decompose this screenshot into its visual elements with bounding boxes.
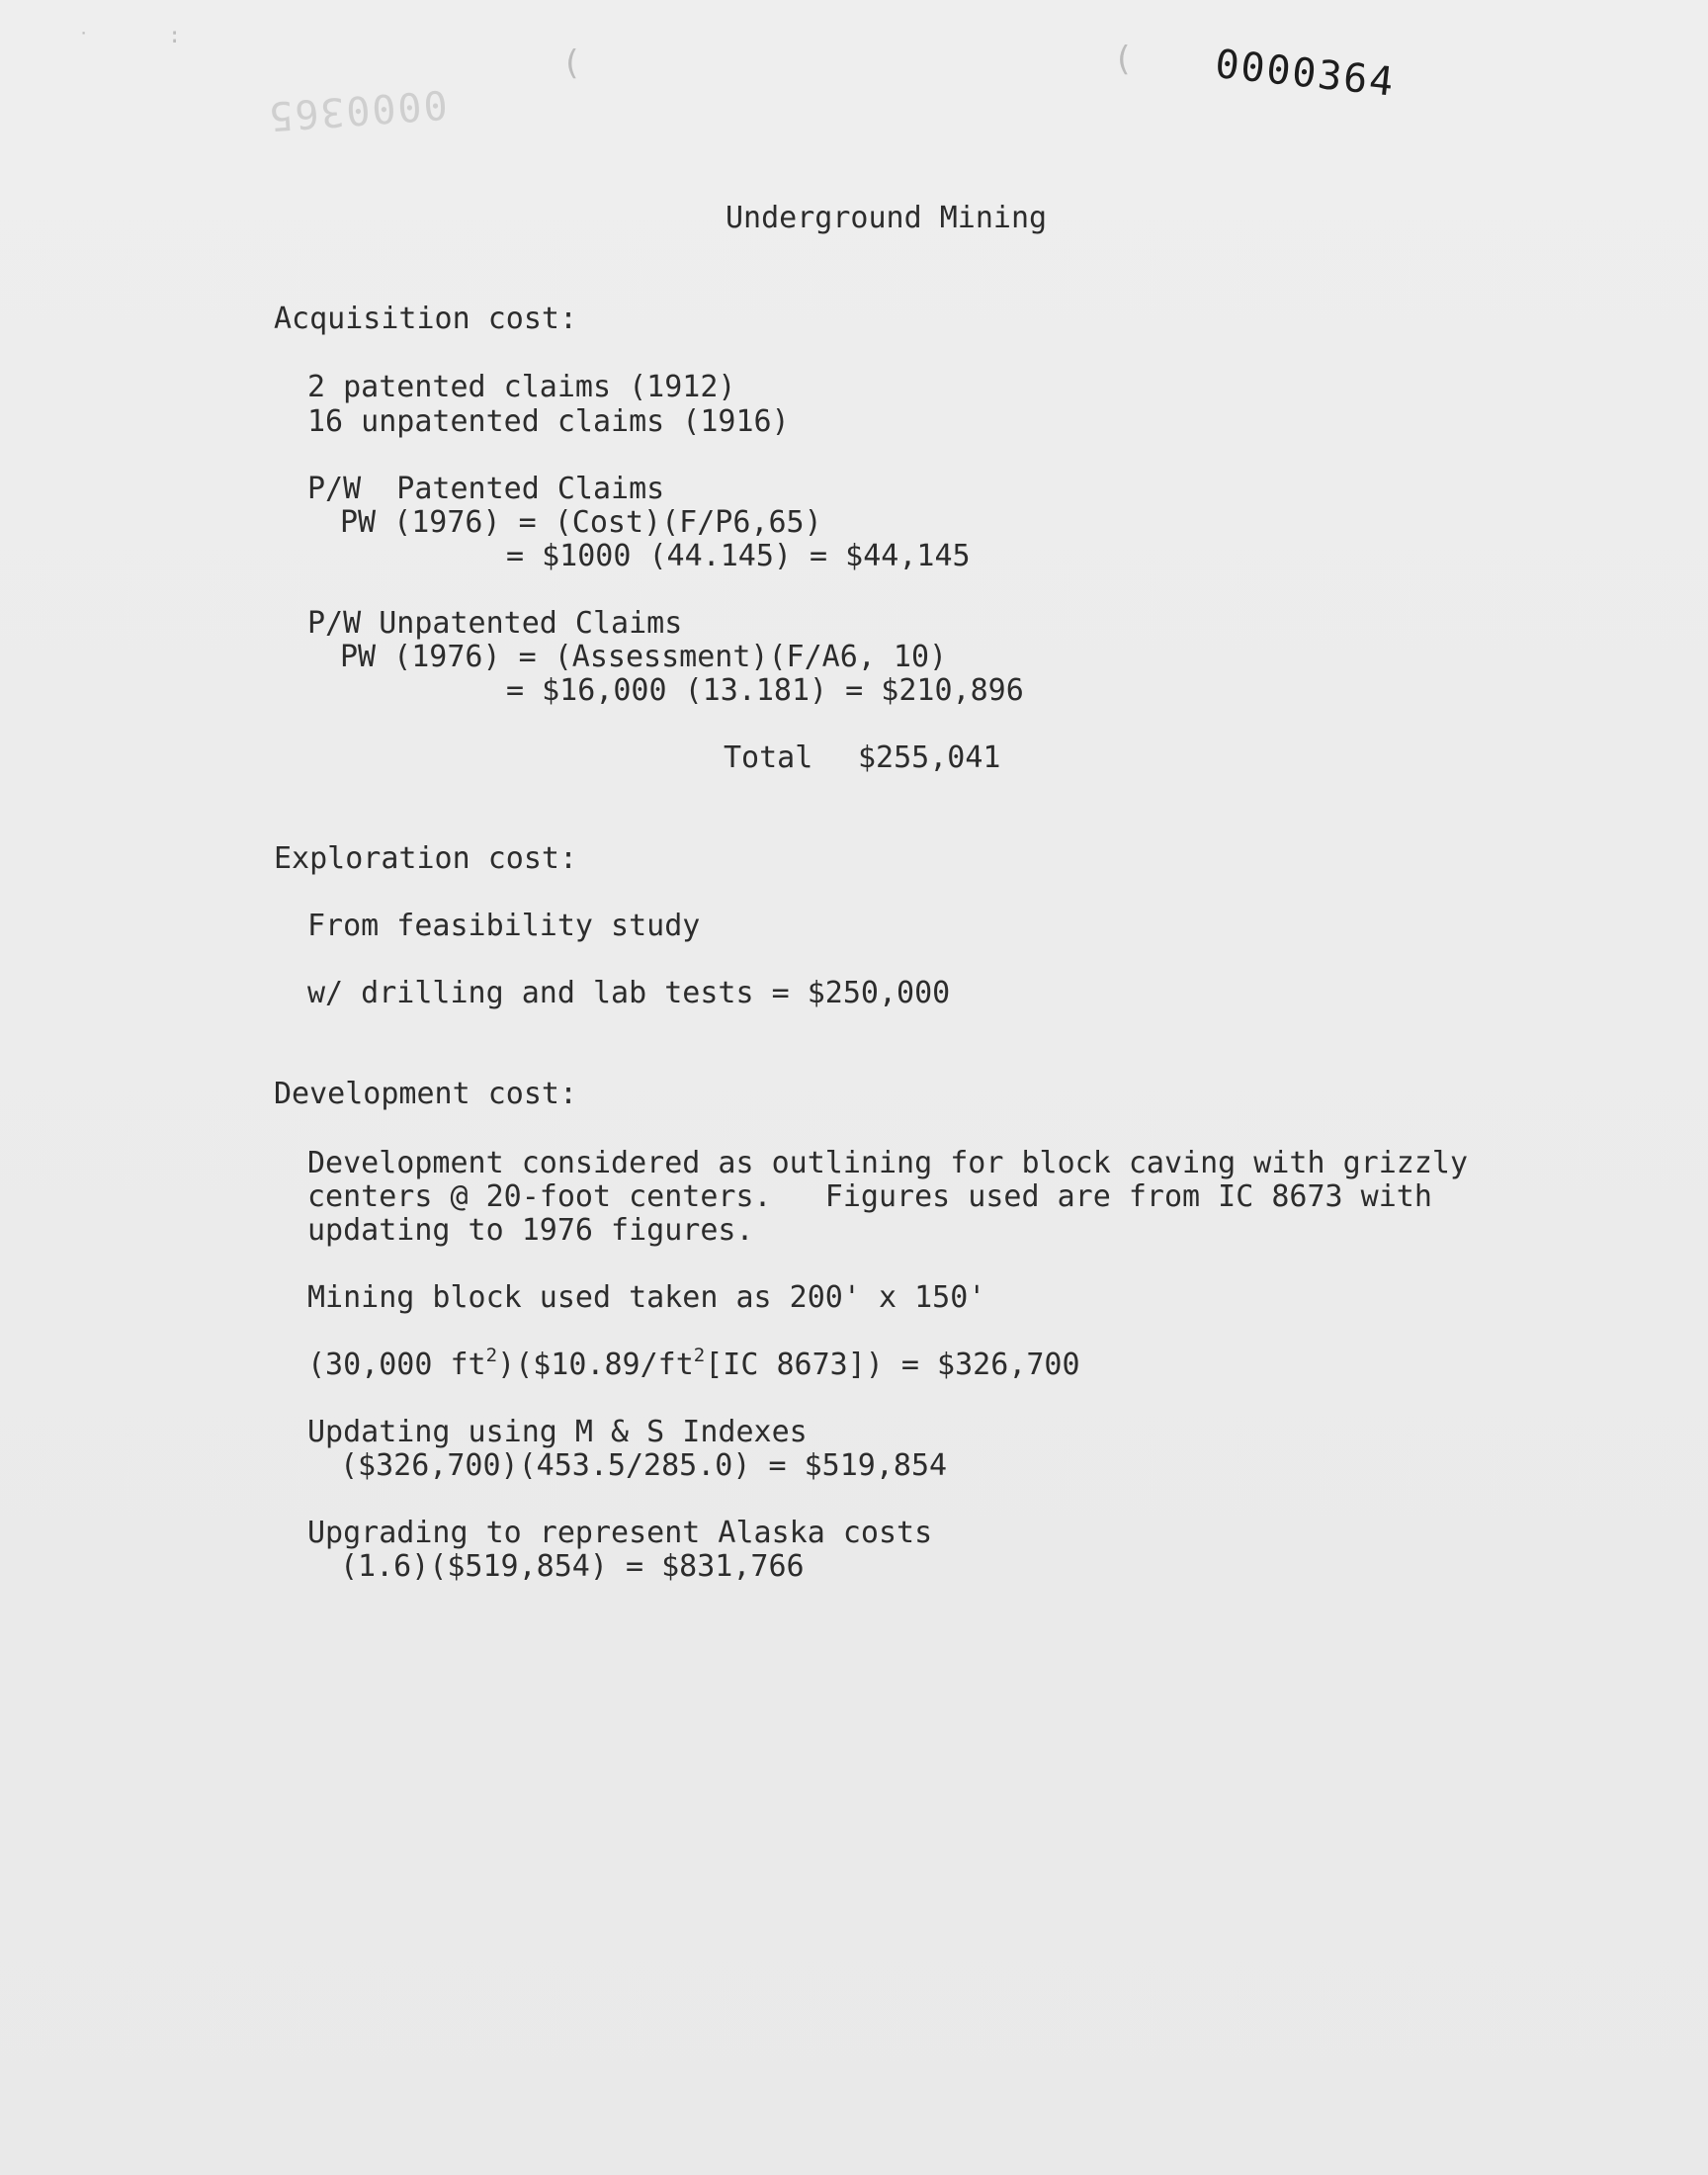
development-paragraph-line: updating to 1976 figures. (307, 1213, 754, 1248)
area-calc-part: )($10.89/ft (497, 1348, 694, 1382)
area-calc-part: (30,000 ft (307, 1348, 486, 1382)
patented-calculation: = $1000 (44.145) = $44,145 (506, 539, 971, 573)
patented-claims-label: P/W Patented Claims (307, 472, 665, 506)
scan-speck: : (168, 24, 182, 48)
exploration-heading: Exploration cost: (274, 841, 578, 876)
area-calc-part: [IC 8673]) = $326,700 (705, 1348, 1080, 1382)
development-paragraph-line: centers @ 20-foot centers. Figures used are from IC 8673 with (307, 1179, 1432, 1214)
total-label: Total (724, 740, 813, 775)
exploration-amount: w/ drilling and lab tests = $250,000 (307, 976, 951, 1010)
scan-arc: ( (1113, 40, 1134, 79)
updating-label: Updating using M & S Indexes (307, 1415, 808, 1449)
development-paragraph-line: Development considered as outlining for block caving with grizzly (307, 1146, 1468, 1180)
development-heading: Development cost: (274, 1077, 578, 1111)
mining-block-line: Mining block used taken as 200' x 150' (307, 1280, 986, 1315)
claims-line: 16 unpatented claims (1916) (307, 404, 790, 439)
updating-calculation: ($326,700)(453.5/285.0) = $519,854 (340, 1448, 948, 1483)
page-number-stamp: 0000364 (1213, 42, 1398, 106)
total-value: $255,041 (858, 740, 1001, 775)
superscript: 2 (485, 1345, 498, 1366)
area-cost-calculation (307, 1345, 1080, 1382)
upgrading-label: Upgrading to represent Alaska costs (307, 1516, 933, 1550)
acquisition-heading: Acquisition cost: (274, 302, 578, 336)
page-title: Underground Mining (726, 201, 1048, 235)
bleed-through-stamp: 0000365 (265, 80, 449, 139)
claims-line: 2 patented claims (1912) (307, 370, 736, 404)
exploration-source: From feasibility study (307, 909, 701, 943)
superscript: 2 (693, 1345, 706, 1366)
unpatented-calculation: = $16,000 (13.181) = $210,896 (506, 673, 1024, 708)
upgrading-calculation: (1.6)($519,854) = $831,766 (340, 1549, 805, 1584)
patented-pw-formula: PW (1976) = (Cost)(F/P6,65) (340, 505, 822, 540)
unpatented-pw-formula: PW (1976) = (Assessment)(F/A6, 10) (340, 640, 948, 674)
scan-speck: ˙ (77, 30, 91, 54)
scan-arc: ( (561, 44, 582, 83)
unpatented-claims-label: P/W Unpatented Claims (307, 606, 683, 641)
